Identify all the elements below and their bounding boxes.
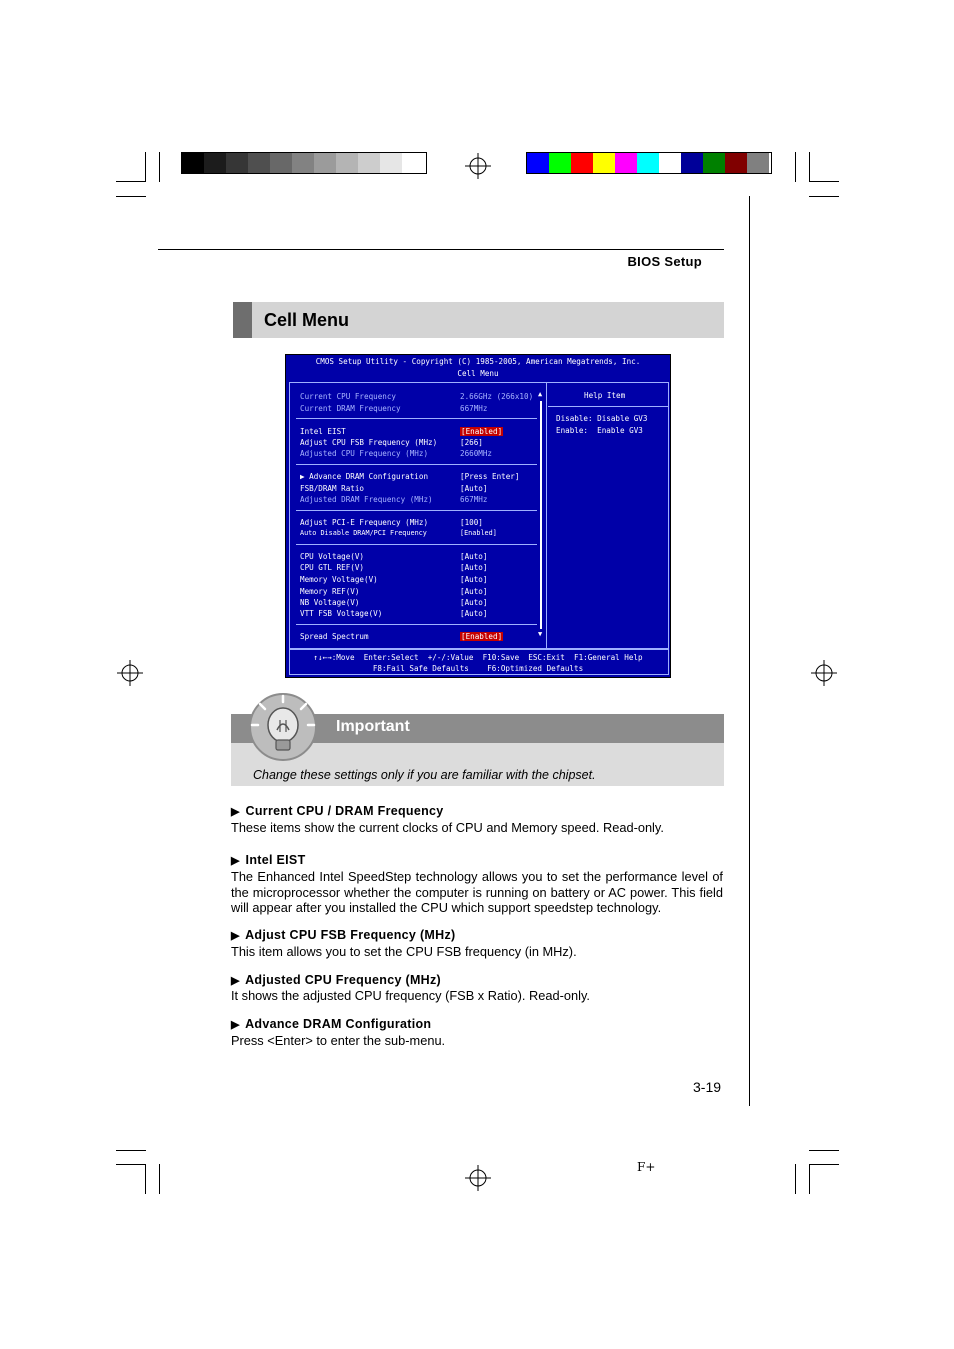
color-swatch: [615, 153, 637, 173]
grayscale-calibration-bar: [181, 152, 427, 174]
color-swatch: [182, 153, 204, 173]
registration-mark-icon: [117, 660, 143, 686]
bios-group-separator: [296, 624, 537, 625]
triangle-bullet-icon: ▶: [231, 1019, 240, 1031]
section-title: Cell Menu: [264, 310, 350, 330]
bios-setting-value[interactable]: [Press Enter]: [460, 472, 520, 481]
color-swatch: [593, 153, 615, 173]
bios-setting-label[interactable]: Memory REF(V): [300, 587, 360, 596]
bios-setting-label[interactable]: FSB/DRAM Ratio: [300, 484, 365, 493]
bios-group-separator: [296, 544, 537, 545]
bios-setting-label: Current CPU Frequency: [300, 392, 397, 401]
bios-header-menu-name: Cell Menu: [457, 369, 499, 378]
triangle-bullet-icon: ▶: [231, 806, 240, 818]
item-description: Press <Enter> to enter the sub-menu.: [231, 1033, 446, 1048]
bios-setting-label: Adjusted CPU Frequency (MHz): [300, 449, 429, 458]
triangle-bullet-icon: ▶: [231, 975, 240, 987]
scroll-up-arrow-icon[interactable]: ▲: [538, 390, 543, 398]
bios-setting-label[interactable]: VTT FSB Voltage(V): [300, 609, 383, 618]
margin-rule: [749, 196, 750, 1106]
bios-scrollbar[interactable]: [540, 401, 542, 629]
bios-setting-label[interactable]: NB Voltage(V): [300, 598, 360, 607]
color-swatch: [637, 153, 659, 173]
bios-setting-label[interactable]: Intel EIST: [300, 427, 346, 436]
color-calibration-bar: [526, 152, 772, 174]
item-heading: ▶ Adjusted CPU Frequency (MHz): [231, 973, 441, 987]
color-swatch: [248, 153, 270, 173]
bios-setting-value: 2660MHz: [460, 449, 493, 458]
bios-key-help-line2: F8:Fail Safe Defaults F6:Optimized Defaults: [372, 664, 584, 673]
crop-mark: [116, 196, 146, 197]
crop-mark: [809, 1164, 810, 1194]
crop-mark: [159, 1164, 160, 1194]
bios-selected-value[interactable]: [Enabled]: [461, 632, 503, 641]
color-swatch: [336, 153, 358, 173]
item-heading: ▶ Current CPU / DRAM Frequency: [231, 804, 444, 818]
bios-setting-value[interactable]: [460, 632, 503, 641]
color-swatch: [703, 153, 725, 173]
color-swatch: [681, 153, 703, 173]
bios-setting-value[interactable]: [Auto]: [460, 598, 488, 607]
bios-setting-value[interactable]: [Auto]: [460, 484, 488, 493]
crop-mark: [159, 152, 160, 182]
crop-mark: [809, 196, 839, 197]
crop-mark: [116, 1150, 146, 1151]
color-swatch: [549, 153, 571, 173]
bios-setting-label[interactable]: Adjust PCI-E Frequency (MHz): [300, 518, 429, 527]
color-swatch: [204, 153, 226, 173]
bios-setting-label: Current DRAM Frequency: [300, 404, 401, 413]
item-heading: ▶ Advance DRAM Configuration: [231, 1017, 432, 1031]
important-title: Important: [336, 718, 410, 735]
color-swatch: [226, 153, 248, 173]
bios-pane-divider: [546, 382, 547, 649]
page-number: 3-19: [693, 1079, 722, 1095]
bios-setting-label[interactable]: CPU GTL REF(V): [300, 563, 365, 572]
item-heading: ▶ Intel EIST: [231, 853, 306, 867]
item-description: This item allows you to set the CPU FSB frequency (in MHz).: [231, 944, 577, 959]
crop-mark: [145, 152, 146, 182]
crop-mark: [116, 1164, 146, 1165]
registration-mark-icon: [465, 1165, 491, 1191]
bios-setting-label[interactable]: CPU Voltage(V): [300, 552, 365, 561]
color-swatch: [725, 153, 747, 173]
color-swatch: [402, 153, 424, 173]
bios-setting-label[interactable]: Memory Voltage(V): [300, 575, 378, 584]
crop-mark: [809, 1150, 839, 1151]
item-description: These items show the current clocks of CPU and Memory speed. Read-only.: [231, 820, 664, 835]
bios-setting-value: 2.66GHz (266x10): [460, 392, 534, 401]
crop-mark: [809, 152, 810, 182]
bios-setting-value[interactable]: [Auto]: [460, 587, 488, 596]
bios-setting-value[interactable]: [Auto]: [460, 609, 488, 618]
color-swatch: [659, 153, 681, 173]
bios-header-copyright: CMOS Setup Utility - Copyright (C) 1985-2005, American Megatrends, Inc.: [315, 357, 641, 366]
color-swatch: [747, 153, 769, 173]
item-description: The Enhanced Intel SpeedStep technology allows you to set the performance level of the microprocessor whether the computer is running on battery or AC power. This field will appear after you installed the CPU which support speedstep technology.: [231, 869, 723, 915]
header-rule: [158, 249, 724, 250]
print-corner-label: F+: [637, 1160, 656, 1174]
bios-setting-label[interactable]: ▶ Advance DRAM Configuration: [300, 472, 429, 481]
crop-mark: [116, 181, 146, 182]
bios-setting-value[interactable]: [100]: [460, 518, 483, 527]
help-rule: [548, 406, 668, 407]
item-heading: ▶ Adjust CPU FSB Frequency (MHz): [231, 928, 456, 942]
bios-setting-value[interactable]: [Auto]: [460, 552, 488, 561]
bios-setting-value[interactable]: [Auto]: [460, 563, 488, 572]
registration-mark-icon: [811, 660, 837, 686]
bios-setting-label[interactable]: Auto Disable DRAM/PCI Frequency: [300, 529, 427, 537]
color-swatch: [527, 153, 549, 173]
bios-group-separator: [296, 510, 537, 511]
important-text: Change these settings only if you are familiar with the chipset.: [253, 768, 596, 782]
crop-mark: [795, 1164, 796, 1194]
bios-setting-label[interactable]: Adjust CPU FSB Frequency (MHz): [300, 438, 438, 447]
triangle-bullet-icon: ▶: [231, 930, 240, 942]
bios-group-separator: [296, 418, 537, 419]
bios-setting-value[interactable]: [460, 427, 503, 436]
scroll-down-arrow-icon[interactable]: ▼: [538, 630, 543, 638]
color-swatch: [571, 153, 593, 173]
crop-mark: [145, 1164, 146, 1194]
help-item-title: Help Item: [584, 391, 626, 400]
help-line: Enable: Enable GV3: [556, 426, 643, 435]
crop-mark: [795, 152, 796, 182]
running-header: BIOS Setup: [627, 254, 702, 269]
bios-key-help-line1: ↑↓←→:Move Enter:Select +/-/:Value F10:Save ESC:Exit F1:General Help: [313, 653, 643, 662]
lightbulb-hand-icon: [246, 690, 320, 764]
section-title-bar: [233, 302, 724, 338]
crop-mark: [809, 181, 839, 182]
bios-setting-value: 667MHz: [460, 495, 488, 504]
bios-setting-label[interactable]: Spread Spectrum: [300, 632, 369, 641]
bios-setting-value[interactable]: [Enabled]: [460, 529, 497, 537]
bios-setting-value[interactable]: [266]: [460, 438, 483, 447]
bios-group-separator: [296, 464, 537, 465]
help-line: Disable: Disable GV3: [556, 414, 648, 423]
registration-mark-icon: [465, 153, 491, 179]
section-tab: [233, 302, 252, 338]
color-swatch: [292, 153, 314, 173]
bios-setting-value[interactable]: [Auto]: [460, 575, 488, 584]
bios-selected-value[interactable]: [Enabled]: [461, 427, 503, 436]
color-swatch: [270, 153, 292, 173]
bios-screenshot: [285, 354, 671, 678]
triangle-bullet-icon: ▶: [231, 855, 240, 867]
bios-setting-value: 667MHz: [460, 404, 488, 413]
color-swatch: [358, 153, 380, 173]
item-description: It shows the adjusted CPU frequency (FSB x Ratio). Read-only.: [231, 988, 590, 1003]
bios-setting-label: Adjusted DRAM Frequency (MHz): [300, 495, 433, 504]
crop-mark: [809, 1164, 839, 1165]
color-swatch: [380, 153, 402, 173]
color-swatch: [314, 153, 336, 173]
